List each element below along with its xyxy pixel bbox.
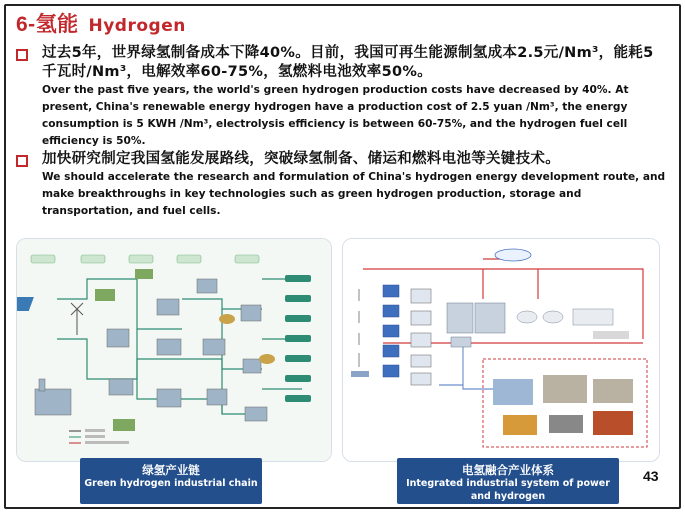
title-zh: 氢能 (35, 12, 79, 36)
page-number: 43 (643, 468, 659, 484)
title-en: Hydrogen (88, 16, 186, 36)
caption-1-zh: 绿氢产业链 (142, 463, 200, 477)
title-number: 6- (16, 13, 36, 36)
caption-2-zh: 电氢融合产业体系 (462, 463, 554, 477)
bullet-1-en: Over the past five years, the world's green hydrogen production costs have decreased by 40%. At present, China's renewable energy hydrogen have a production cost of 2.5 yuan /Nm³, the energy consumption is 5 KWH /Nm³, electrolysis efficiency is between 60-75%, and the hydrogen fuel cell efficiency is 50%. (42, 84, 629, 147)
caption-industrial-chain (80, 458, 262, 504)
bullet-square-icon (16, 49, 28, 61)
caption-2-en: Integrated industrial system of power and hydrogen (406, 478, 610, 502)
bullet-1 (16, 44, 666, 150)
industrial-chain-illustration (17, 239, 332, 462)
caption-1-en: Green hydrogen industrial chain (84, 478, 258, 489)
figure-power-hydrogen-system (342, 238, 660, 462)
bullet-2-en: We should accelerate the research and formulation of China's hydrogen energy development route, and make breakthroughs in key technologies such as green hydrogen production, storage and transportation, and fuel cells. (42, 171, 666, 217)
bullet-2 (16, 150, 666, 220)
power-hydrogen-illustration (343, 239, 660, 462)
caption-power-hydrogen-system (397, 458, 619, 504)
bullet-square-icon (16, 155, 28, 167)
figure-industrial-chain (16, 238, 332, 462)
bullet-1-zh: 过去5年，世界绿氢制备成本下降40%。目前，我国可再生能源制氢成本2.5元/Nm³，能耗5千瓦时/Nm³，电解效率60-75%，氢燃料电池效率50%。 (42, 45, 654, 80)
bullet-2-zh: 加快研究制定我国氢能发展路线，突破绿氢制备、储运和燃料电池等关键技术。 (42, 151, 560, 167)
slide-title (16, 8, 186, 38)
